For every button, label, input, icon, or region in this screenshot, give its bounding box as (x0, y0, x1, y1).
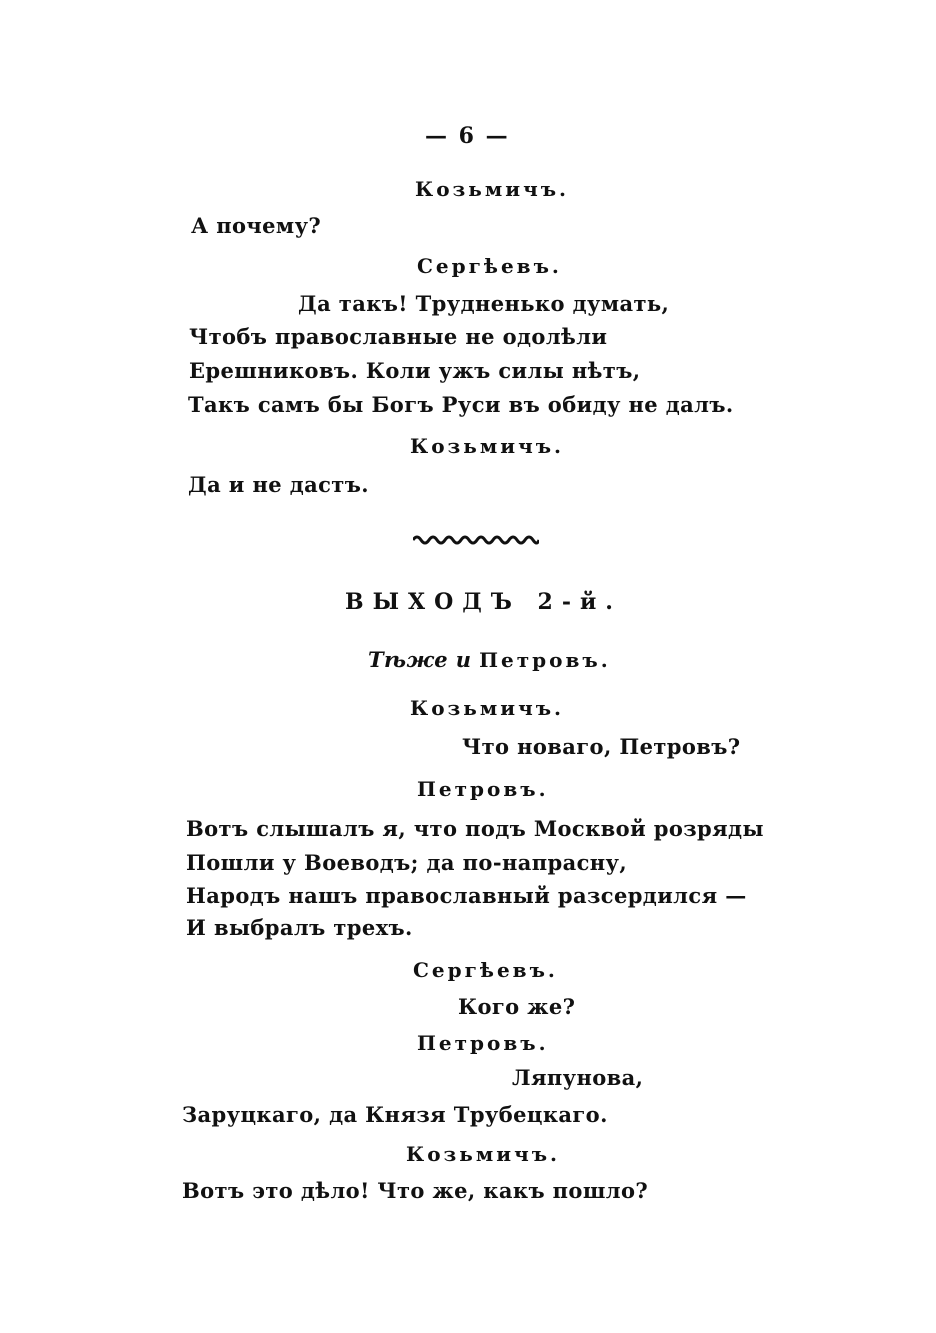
stage-direction (368, 646, 611, 674)
speaker-petrov: Петровъ. (417, 777, 549, 801)
dialogue-line: Вотъ это дѣло! Что же, какъ пошло? (182, 1178, 649, 1203)
dialogue-line: Кого же? (458, 994, 576, 1019)
speaker-sergeev: Сергѣевъ. (413, 958, 558, 982)
speaker-petrov: Петровъ. (417, 1031, 549, 1055)
speaker-kozmich: Козьмичъ. (415, 177, 570, 201)
verse-line: Да такъ! Трудненько думать, (298, 291, 670, 316)
verse-line: Заруцкаго, да Князя Трубецкаго. (182, 1102, 608, 1127)
speaker-sergeev: Сергѣевъ. (417, 254, 562, 278)
page-number: — 6 — (425, 123, 510, 149)
stage-direction-italic: Тѣже и (368, 647, 472, 672)
verse-line: Чтобъ православные не одолѣли (189, 324, 608, 349)
verse-line: Пошли у Воеводъ; да по-напрасну, (186, 850, 628, 875)
dialogue-line: Да и не дастъ. (188, 472, 369, 497)
scene-heading: ВЫХОДЪ 2-й. (345, 589, 622, 615)
speaker-kozmich: Козьмичъ. (406, 1142, 561, 1166)
stage-direction-name: Петровъ. (479, 648, 611, 672)
dialogue-line: А почему? (191, 213, 322, 238)
verse-line: Такъ самъ бы Богъ Руси въ обиду не далъ. (188, 392, 734, 417)
speaker-kozmich: Козьмичъ. (410, 434, 565, 458)
speaker-kozmich: Козьмичъ. (410, 696, 565, 720)
verse-line: Вотъ слышалъ я, что подъ Москвой розряды (186, 816, 764, 841)
verse-line: И выбралъ трехъ. (186, 915, 413, 940)
dialogue-line: Ляпунова, (512, 1065, 644, 1090)
dialogue-line: Что новаго, Петровъ? (462, 734, 741, 759)
verse-line: Ерешниковъ. Коли ужъ силы нѣтъ, (189, 358, 641, 383)
ornament-divider (413, 534, 539, 546)
verse-line: Народъ нашъ православный разсердился — (186, 883, 747, 908)
